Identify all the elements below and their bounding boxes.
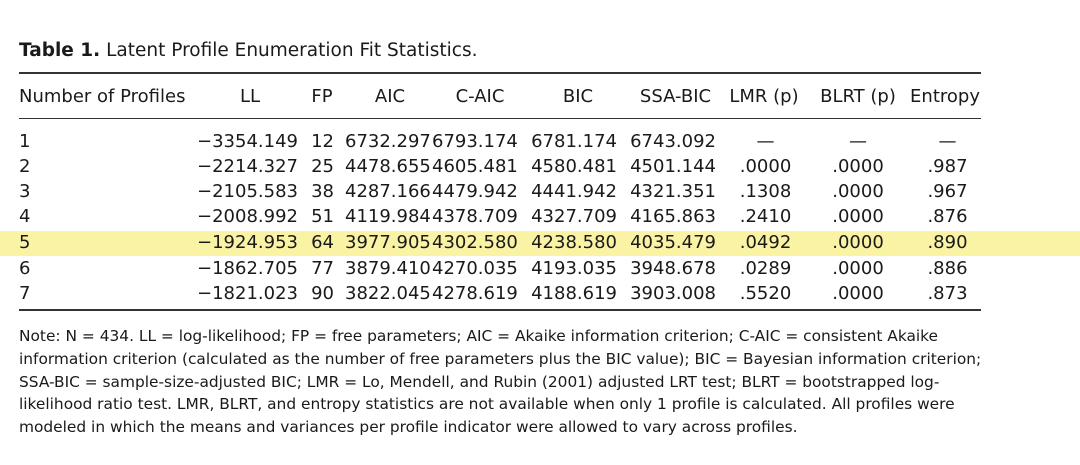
cell-bic: 4327.709 bbox=[531, 206, 617, 227]
cell-aic: 6732.297 bbox=[345, 131, 431, 152]
cell-aic: 4287.166 bbox=[345, 181, 431, 202]
column-header-entropy: Entropy bbox=[910, 86, 980, 107]
cell-ll: −3354.149 bbox=[197, 131, 298, 152]
cell-entropy: .987 bbox=[927, 156, 968, 177]
cell-ll: −1821.023 bbox=[197, 283, 298, 304]
cell-blrt-p: .0000 bbox=[832, 156, 884, 177]
cell-ll: −2214.327 bbox=[197, 156, 298, 177]
cell-number-of-profiles: 5 bbox=[19, 232, 31, 253]
cell-number-of-profiles: 7 bbox=[19, 283, 31, 304]
cell-ssa-bic: 4165.863 bbox=[630, 206, 716, 227]
cell-bic: 4441.942 bbox=[531, 181, 617, 202]
cell-blrt-p: .0000 bbox=[832, 258, 884, 279]
caption-label: Table 1. bbox=[19, 40, 101, 61]
bottom-rule bbox=[19, 309, 981, 311]
cell-c-aic: 4302.580 bbox=[432, 232, 518, 253]
cell-ll: −1862.705 bbox=[197, 258, 298, 279]
cell-c-aic: 6793.174 bbox=[432, 131, 518, 152]
cell-blrt-p: .0000 bbox=[832, 283, 884, 304]
cell-ssa-bic: 3903.008 bbox=[630, 283, 716, 304]
top-rule bbox=[19, 72, 981, 74]
cell-lmr-p: .1308 bbox=[739, 181, 792, 202]
cell-bic: 4188.619 bbox=[531, 283, 617, 304]
cell-fp: 38 bbox=[311, 181, 334, 202]
cell-fp: 12 bbox=[311, 131, 334, 152]
caption-title: Latent Profile Enumeration Fit Statistics. bbox=[106, 40, 478, 61]
cell-number-of-profiles: 6 bbox=[19, 258, 31, 279]
cell-ssa-bic: 6743.092 bbox=[630, 131, 716, 152]
cell-ssa-bic: 4035.479 bbox=[630, 232, 716, 253]
cell-fp: 90 bbox=[311, 283, 334, 304]
cell-ssa-bic: 4321.351 bbox=[630, 181, 716, 202]
column-header-aic: AIC bbox=[374, 86, 406, 107]
cell-lmr-p: .0289 bbox=[739, 258, 792, 279]
cell-aic: 3879.410 bbox=[345, 258, 431, 279]
cell-blrt-p: .0000 bbox=[832, 232, 884, 253]
column-header-bic: BIC bbox=[562, 86, 594, 107]
cell-number-of-profiles: 2 bbox=[19, 156, 31, 177]
cell-c-aic: 4378.709 bbox=[432, 206, 518, 227]
cell-c-aic: 4278.619 bbox=[432, 283, 518, 304]
cell-bic: 4193.035 bbox=[531, 258, 617, 279]
cell-lmr-p: .2410 bbox=[739, 206, 792, 227]
cell-entropy: — bbox=[938, 131, 957, 152]
cell-bic: 4580.481 bbox=[531, 156, 617, 177]
cell-fp: 25 bbox=[311, 156, 334, 177]
note-text: Note: N = 434. LL = log-likelihood; FP = free parameters; AIC = Akaike information criterion; C-AIC = consistent Akaike information criterion (calculated as the number of free parameters plus the BIC value); BIC = Bayesian information criterion; SSA-BIC = sample-size-adjusted BIC; LMR = Lo, Mendell, and Rubin (2001) adjusted LRT test; BLRT = bootstrapped log-likelihood ratio test. LMR, BLRT, and entropy statistics are not available when only 1 profile is calculated. All profiles were modeled in which the means and variances per profile indicator were allowed to vary across profiles. bbox=[19, 327, 982, 437]
cell-c-aic: 4605.481 bbox=[432, 156, 518, 177]
cell-entropy: .886 bbox=[927, 258, 968, 279]
cell-fp: 64 bbox=[311, 232, 334, 253]
cell-aic: 3977.905 bbox=[345, 232, 431, 253]
cell-aic: 4478.655 bbox=[345, 156, 431, 177]
cell-lmr-p: .0000 bbox=[739, 156, 792, 177]
cell-ll: −2008.992 bbox=[197, 206, 298, 227]
cell-entropy: .876 bbox=[927, 206, 968, 227]
column-header-ll: LL bbox=[239, 86, 261, 107]
cell-lmr-p: .5520 bbox=[739, 283, 792, 304]
cell-c-aic: 4270.035 bbox=[432, 258, 518, 279]
column-header-blrt-p: BLRT (p) bbox=[820, 86, 896, 107]
cell-fp: 51 bbox=[311, 206, 334, 227]
cell-fp: 77 bbox=[311, 258, 334, 279]
column-header-ssa-bic: SSA-BIC bbox=[639, 86, 712, 107]
cell-ll: −1924.953 bbox=[197, 232, 298, 253]
table-caption bbox=[19, 38, 477, 64]
cell-lmr-p: — bbox=[756, 131, 775, 152]
cell-blrt-p: — bbox=[849, 131, 867, 152]
cell-blrt-p: .0000 bbox=[832, 206, 884, 227]
table-note bbox=[19, 325, 989, 439]
cell-entropy: .967 bbox=[927, 181, 968, 202]
column-header-c-aic: C-AIC bbox=[455, 86, 505, 107]
cell-aic: 4119.984 bbox=[345, 206, 431, 227]
cell-c-aic: 4479.942 bbox=[432, 181, 518, 202]
cell-bic: 6781.174 bbox=[531, 131, 617, 152]
cell-ssa-bic: 4501.144 bbox=[630, 156, 716, 177]
cell-ll: −2105.583 bbox=[197, 181, 298, 202]
cell-aic: 3822.045 bbox=[345, 283, 431, 304]
cell-number-of-profiles: 4 bbox=[19, 206, 31, 227]
cell-number-of-profiles: 1 bbox=[19, 131, 31, 152]
header-rule bbox=[19, 118, 981, 119]
column-header-number-of-profiles: Number of Profiles bbox=[19, 86, 186, 107]
cell-bic: 4238.580 bbox=[531, 232, 617, 253]
cell-entropy: .873 bbox=[927, 283, 968, 304]
cell-entropy: .890 bbox=[927, 232, 968, 253]
cell-number-of-profiles: 3 bbox=[19, 181, 31, 202]
cell-ssa-bic: 3948.678 bbox=[630, 258, 716, 279]
cell-blrt-p: .0000 bbox=[832, 181, 884, 202]
column-header-lmr-p: LMR (p) bbox=[729, 86, 799, 107]
column-header-fp: FP bbox=[311, 86, 333, 107]
cell-lmr-p: .0492 bbox=[739, 232, 792, 253]
